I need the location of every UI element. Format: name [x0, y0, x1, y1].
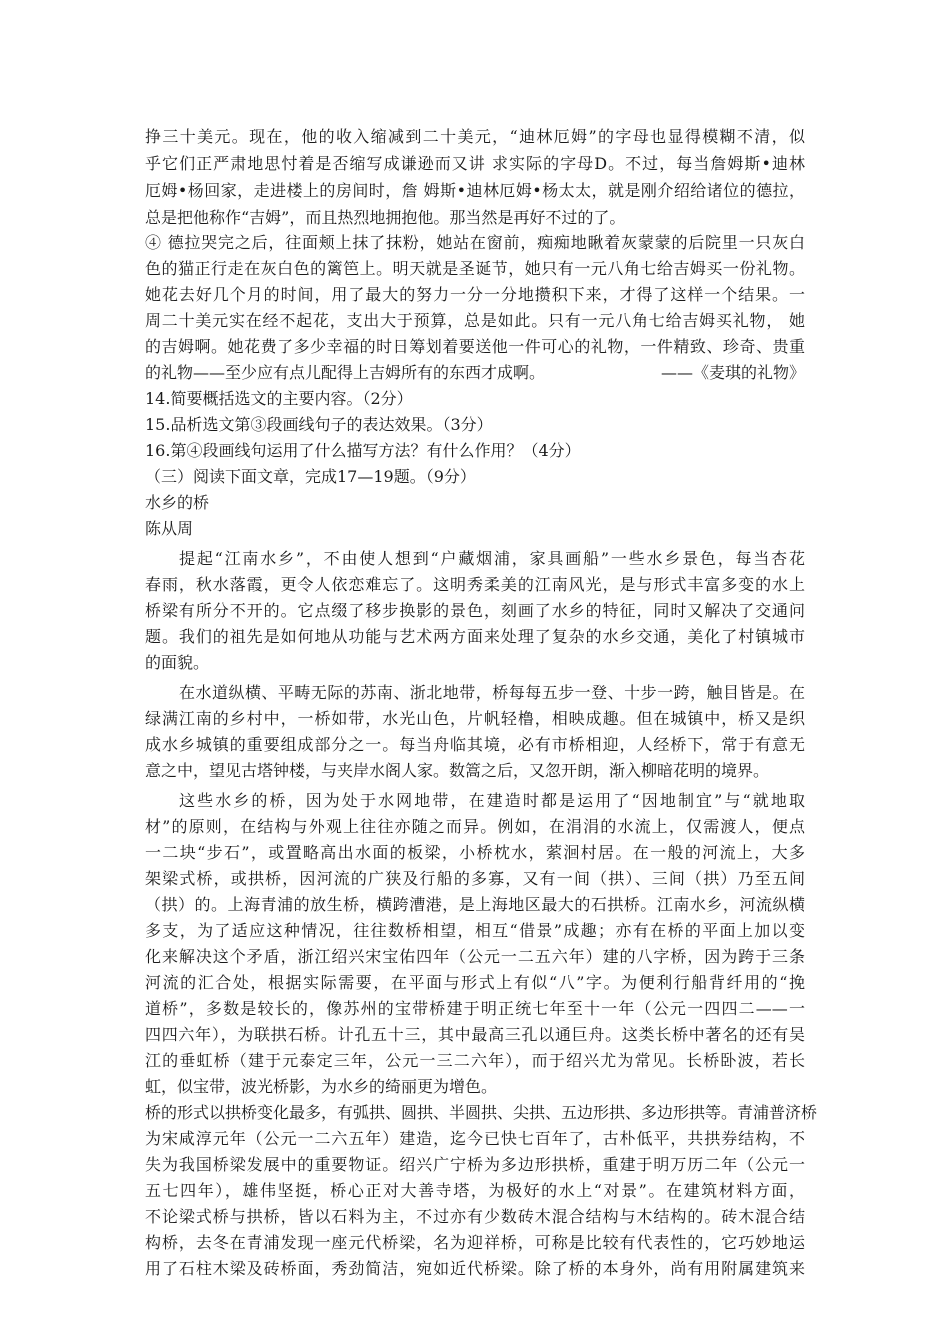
article-line: 提起“江南水乡”，不由使人想到“户藏烟浦，家具画船”一些水乡景色，每当杏花 [179, 549, 805, 568]
article-line: 题。我们的祖先是如何地从功能与艺术两方面来处理了复杂的水乡交通，美化了村镇城市 [145, 627, 805, 646]
article-line: 意之中，望见古塔钟楼，与夹岸水阁人家。数篙之后，又忽开朗，渐入柳暗花明的境界。 [145, 761, 770, 780]
article-title: 水乡的桥 [145, 493, 210, 512]
article-line: 桥梁有所分不开的。它点缀了移步换影的景色，刻画了水乡的特征，同时又解决了交通问 [145, 601, 805, 620]
article-line: 一二块“步石”，或置略高出水面的板梁，小桥枕水，萦洄村居。在一般的河流上，大多 [145, 843, 805, 862]
article-line: 的面貌。 [145, 653, 210, 672]
passage-source: ——《麦琪的礼物》 [660, 363, 805, 382]
passage-line: ④ 德拉哭完之后，往面颊上抹了抹粉，她站在窗前，痴痴地瞅着灰蒙蒙的后院里一只灰白 [145, 233, 805, 252]
article-line: 绿满江南的乡村中，一桥如带，水光山色，片帆轻橹，相映成趣。但在城镇中，桥又是织 [145, 709, 805, 728]
passage-line: 挣三十美元。现在，他的收入缩减到二十美元，“迪林厄姆”的字母也显得模糊不清，似 [145, 127, 805, 146]
passage-line: 乎它们正严肃地思忖着是否缩写成谦逊而又讲 求实际的字母D。不过，每当詹姆斯•迪林 [145, 154, 805, 173]
article-line: 架梁式桥，或拱桥，因河流的广狭及行船的多寡，又有一间（拱）、三间（拱）乃至五间 [145, 869, 805, 888]
article-line: 春雨，秋水落霞，更令人依恋难忘了。这明秀柔美的江南风光，是与形式丰富多变的水上 [145, 575, 805, 594]
article-line: 为宋咸淳元年（公元一二六五年）建造，迄今已快七百年了，古朴低平，共拱券结构，不 [145, 1129, 805, 1148]
article-line: 五七四年），雄伟坚挺，桥心正对大善寺塔，为极好的水上“对景”。在建筑材料方面， [145, 1181, 805, 1200]
question-16: 16.第④段画线句运用了什么描写方法？有什么作用？（4分） [145, 441, 581, 460]
article-line: 化来解决这个矛盾，浙江绍兴宋宝佑四年（公元一二五六年）建的八字桥，因为跨于三条 [145, 947, 805, 966]
article-line: 多支，为了适应这种情况，往往数桥相望，相互“借景”成趣；亦有在桥的平面上加以变 [145, 921, 805, 940]
article-line: 河流的汇合处，根据实际需要，在平面与形式上有似“八”字。为便利行船背纤用的“挽 [145, 973, 805, 992]
article-line: 失为我国桥梁发展中的重要物证。绍兴广宁桥为多边形拱桥，重建于明万历二年（公元一 [145, 1155, 805, 1174]
article-line: 虹，似宝带，波光桥影，为水乡的绮丽更为增色。 [145, 1077, 498, 1096]
passage-line: 总是把他称作“吉姆”，而且热烈地拥抱他。那当然是再好不过的了。 [145, 208, 626, 227]
article-line: 不论梁式桥与拱桥，皆以石料为主，不过亦有少数砖木混合结构与木结构的。砖木混合结 [145, 1207, 805, 1226]
question-14: 14.简要概括选文的主要内容。（2分） [145, 389, 413, 408]
article-line: 在水道纵横、平畴无际的苏南、浙北地带，桥每每五步一登、十步一跨，触目皆是。在 [179, 683, 805, 702]
article-line: （拱）的。上海青浦的放生桥，横跨漕港，是上海地区最大的石拱桥。江南水乡，河流纵横 [145, 895, 805, 914]
article-line: 道桥”，多数是较长的，像苏州的宝带桥建于明正统七年至十一年（公元一四四二——一 [145, 999, 805, 1018]
passage-line: 她花去好几个月的时间，用了最大的努力一分一分地攒积下来，才得了这样一个结果。一 [145, 285, 805, 304]
article-line: 材”的原则，在结构与外观上往往亦随之而异。例如，在涓涓的水流上，仅需渡人，便点 [145, 817, 805, 836]
passage-line: 的吉姆啊。她花费了多少幸福的时日筹划着要送他一件可心的礼物，一件精致、珍奇、贵重 [145, 337, 805, 356]
article-line: 用了石柱木梁及砖桥面，秀劲简洁，宛如近代桥梁。除了桥的本身外，尚有用附属建筑来 [145, 1259, 805, 1278]
article-line: 这些水乡的桥，因为处于水网地带，在建造时都是运用了“因地制宜”与“就地取 [179, 791, 805, 810]
article-line: 构桥，去冬在青浦发现一座元代桥梁，名为迎祥桥，可称是比较有代表性的，它巧妙地运 [145, 1233, 805, 1252]
passage-line-text: 的礼物——至少应有点儿配得上吉姆所有的东西才成啊。 [145, 363, 546, 382]
passage-line: 厄姆•杨回家，走进楼上的房间时，詹 姆斯•迪林厄姆•杨太太，就是刚介绍给诸位的德拉， [145, 181, 805, 200]
question-15: 15.品析选文第③段画线句子的表达效果。（3分） [145, 415, 493, 434]
article-line: 桥的形式以拱桥变化最多，有弧拱、圆拱、半圆拱、尖拱、五边形拱、多边形拱等。青浦普济桥 [145, 1103, 818, 1122]
passage-line: 色的猫正行走在灰白色的篱笆上。明天就是圣诞节，她只有一元八角七给吉姆买一份礼物。 [145, 259, 805, 278]
article-author: 陈从周 [145, 519, 194, 538]
article-line: 江的垂虹桥（建于元泰定三年，公元一三二六年），而于绍兴尤为常见。长桥卧波，若长 [145, 1051, 805, 1070]
article-line: 四四六年），为联拱石桥。计孔五十三，其中最高三孔以通巨舟。这类长桥中著名的还有吴 [145, 1025, 805, 1044]
passage-line [145, 360, 805, 386]
passage-line: 周二十美元实在经不起花，支出大于预算，总是如此。只有一元八角七给吉姆买礼物， 她 [145, 311, 805, 330]
section-intro: （三）阅读下面文章，完成17—19题。（9分） [145, 467, 476, 486]
article-line: 成水乡城镇的重要组成部分之一。每当舟临其境，必有市桥相迎，人经桥下，常于有意无 [145, 735, 805, 754]
